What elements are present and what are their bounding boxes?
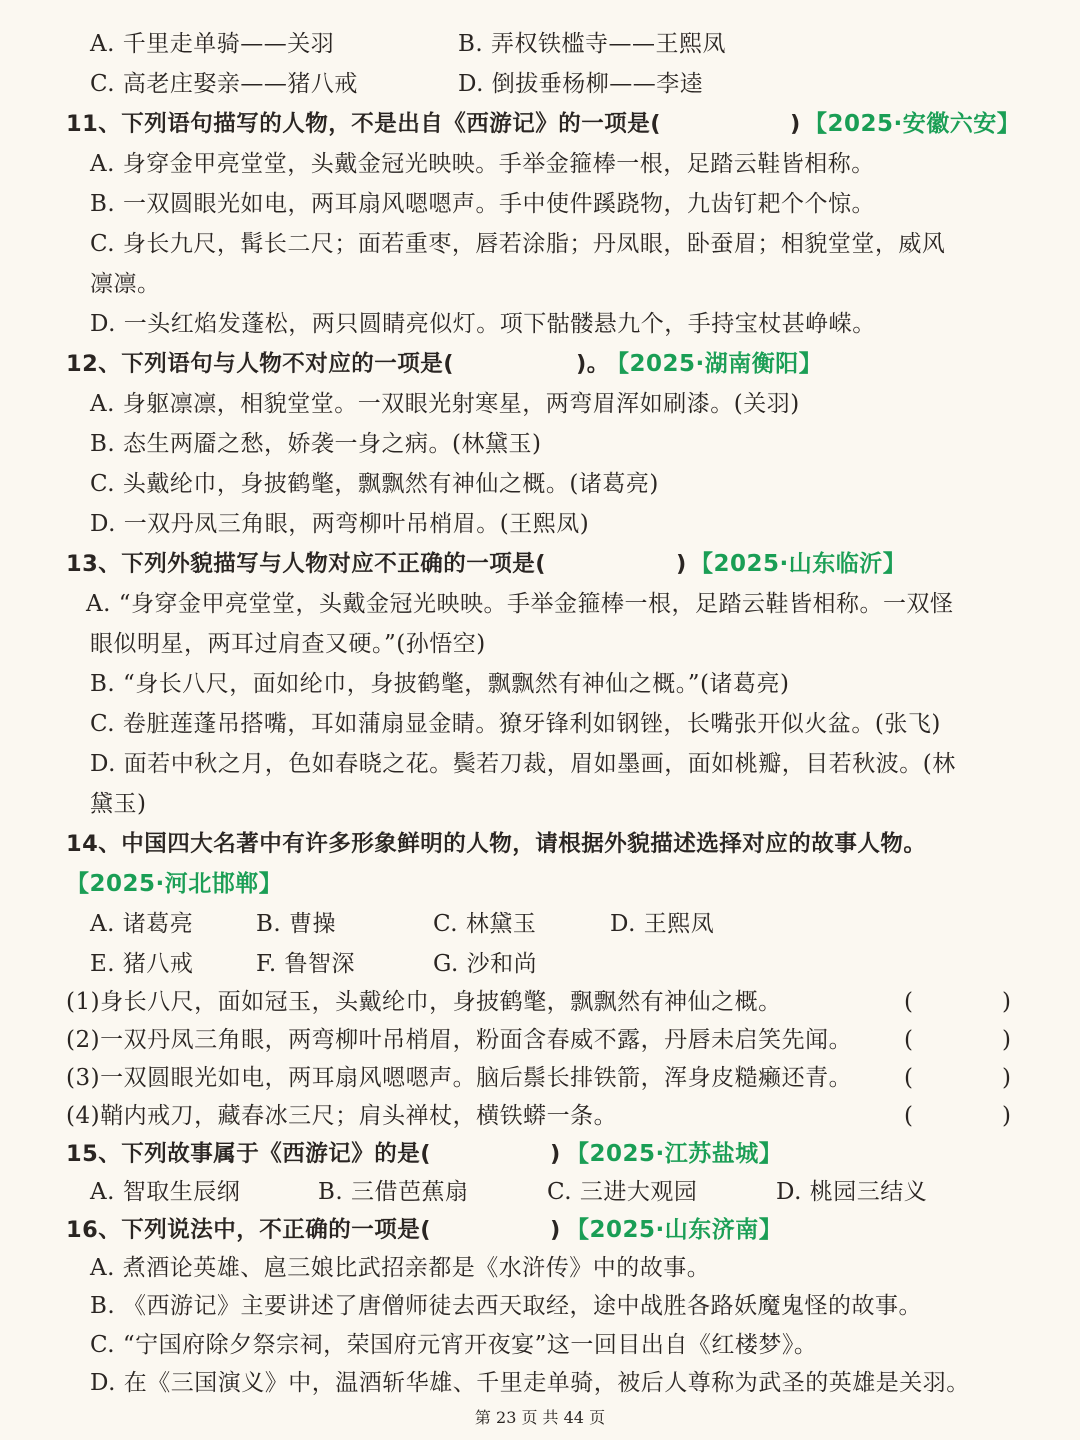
q12-option-b: B. 态生两靥之愁，娇袭一身之病。(林黛玉) xyxy=(90,431,542,457)
q15-stem: 15、下列故事属于《西游记》的是( xyxy=(66,1141,432,1167)
q15-source-tag: 【2025·江苏盐城】 xyxy=(566,1141,783,1167)
q12-option-c: C. 头戴纶巾，身披鹤氅，飘飘然有神仙之概。(诸葛亮) xyxy=(90,471,659,497)
q11-source-tag: 【2025·安徽六安】 xyxy=(804,111,1021,137)
q10-option-c: C. 高老庄娶亲——猪八戒 xyxy=(90,71,358,97)
q14-source-tag: 【2025·河北邯郸】 xyxy=(66,871,283,897)
q11-option-c-cont: 凛凛。 xyxy=(90,271,161,297)
page-footer: 第 23 页 共 44 页 xyxy=(474,1408,606,1427)
q14-choice-b: B. 曹操 xyxy=(256,911,337,937)
q15-option-d: D. 桃园三结义 xyxy=(776,1179,928,1205)
q14-choice-d: D. 王熙凤 xyxy=(610,911,715,937)
q11-option-d: D. 一头红焰发蓬松，两只圆睛亮似灯。项下骷髅悬九个，手持宝杖甚峥嵘。 xyxy=(90,311,876,337)
q14-sub-4-paren-close: ) xyxy=(1002,1103,1012,1129)
q10-option-b: B. 弄权铁槛寺——王熙凤 xyxy=(458,31,727,57)
q13-paren-close: ) xyxy=(676,551,687,577)
q14-choice-f: F. 鲁智深 xyxy=(256,951,355,977)
q16-stem: 16、下列说法中，不正确的一项是( xyxy=(66,1217,432,1243)
q11-paren-close: ) xyxy=(790,111,801,137)
q13-stem: 13、下列外貌描写与人物对应不正确的一项是( xyxy=(66,551,547,577)
q12-option-d: D. 一双丹凤三角眼，两弯柳叶吊梢眉。(王熙凤) xyxy=(90,511,590,537)
q14-sub-3-paren-open: ( xyxy=(904,1065,914,1091)
q10-option-a: A. 千里走单骑——关羽 xyxy=(90,31,335,57)
q14-sub-3-paren-close: ) xyxy=(1002,1065,1012,1091)
q13-option-b: B. “身长八尺，面如纶巾，身披鹤氅，飘飘然有神仙之概。”(诸葛亮) xyxy=(90,671,790,697)
q14-sub-4-paren-open: ( xyxy=(904,1103,914,1129)
q12-paren-close: )。 xyxy=(576,351,610,377)
q15-option-b: B. 三借芭蕉扇 xyxy=(318,1179,469,1205)
q15-option-a: A. 智取生辰纲 xyxy=(90,1179,241,1205)
q15-option-c: C. 三进大观园 xyxy=(547,1179,698,1205)
q11-option-b: B. 一双圆眼光如电，两耳扇风嗯嗯声。手中使件蹊跷物，九齿钉耙个个惊。 xyxy=(90,191,876,217)
q14-sub-4: (4)鞘内戒刀，藏春冰三尺；肩头禅杖，横铁蟒一条。 xyxy=(66,1103,618,1129)
q11-option-c: C. 身长九尺，髯长二尺；面若重枣，唇若涂脂；丹凤眼，卧蚕眉；相貌堂堂，威风 xyxy=(90,231,946,257)
q14-choice-c: C. 林黛玉 xyxy=(433,911,537,937)
q11-stem: 11、下列语句描写的人物，不是出自《西游记》的一项是( xyxy=(66,111,662,137)
q14-sub-2-paren-open: ( xyxy=(904,1027,914,1053)
q12-source-tag: 【2025·湖南衡阳】 xyxy=(606,351,823,377)
q14-sub-2: (2)一双丹凤三角眼，两弯柳叶吊梢眉，粉面含春威不露，丹唇未启笑先闻。 xyxy=(66,1027,853,1053)
q12-option-a: A. 身躯凛凛，相貌堂堂。一双眼光射寒星，两弯眉浑如刷漆。(关羽) xyxy=(90,391,800,417)
q13-option-a: A. “身穿金甲亮堂堂，头戴金冠光映映。手举金箍棒一根，足踏云鞋皆相称。一双怪 xyxy=(86,591,954,617)
q14-choice-a: A. 诸葛亮 xyxy=(90,911,194,937)
q14-stem: 14、中国四大名著中有许多形象鲜明的人物，请根据外貌描述选择对应的故事人物。 xyxy=(66,831,927,857)
q16-option-b: B. 《西游记》主要讲述了唐僧师徒去西天取经，途中战胜各路妖魔鬼怪的故事。 xyxy=(90,1293,923,1319)
q15-paren-close: ) xyxy=(550,1141,561,1167)
q14-choice-g: G. 沙和尚 xyxy=(433,951,538,977)
q13-option-c: C. 卷脏莲蓬吊搭嘴，耳如蒲扇显金睛。獠牙锋利如钢锉，长嘴张开似火盆。(张飞) xyxy=(90,711,941,737)
q14-choice-e: E. 猪八戒 xyxy=(90,951,194,977)
q16-option-c: C. “宁国府除夕祭宗祠，荣国府元宵开夜宴”这一回目出自《红楼梦》。 xyxy=(90,1332,818,1358)
q10-option-d: D. 倒拔垂杨柳——李逵 xyxy=(458,71,704,97)
q14-sub-1: (1)身长八尺，面如冠玉，头戴纶巾，身披鹤氅，飘飘然有神仙之概。 xyxy=(66,989,782,1015)
q14-sub-2-paren-close: ) xyxy=(1002,1027,1012,1053)
q13-option-a-cont: 眼似明星，两耳过肩查又硬。”(孙悟空) xyxy=(90,631,486,657)
q13-option-d: D. 面若中秋之月，色如春晓之花。鬓若刀裁，眉如墨画，面如桃瓣，目若秋波。(林 xyxy=(90,751,956,777)
q16-option-a: A. 煮酒论英雄、扈三娘比武招亲都是《水浒传》中的故事。 xyxy=(90,1255,711,1281)
q14-sub-3: (3)一双圆眼光如电，两耳扇风嗯嗯声。脑后鬃长排铁箭，浑身皮糙癞还青。 xyxy=(66,1065,853,1091)
q16-paren-close: ) xyxy=(550,1217,561,1243)
q14-sub-1-paren-close: ) xyxy=(1002,989,1012,1015)
q16-option-d: D. 在《三国演义》中，温酒斩华雄、千里走单骑，被后人尊称为武圣的英雄是关羽。 xyxy=(90,1370,970,1396)
q13-option-d-cont: 黛玉) xyxy=(90,791,147,817)
q12-stem: 12、下列语句与人物不对应的一项是( xyxy=(66,351,455,377)
q13-source-tag: 【2025·山东临沂】 xyxy=(690,551,907,577)
q11-option-a: A. 身穿金甲亮堂堂，头戴金冠光映映。手举金箍棒一根，足踏云鞋皆相称。 xyxy=(90,151,875,177)
q16-source-tag: 【2025·山东济南】 xyxy=(566,1217,783,1243)
q14-sub-1-paren-open: ( xyxy=(904,989,914,1015)
